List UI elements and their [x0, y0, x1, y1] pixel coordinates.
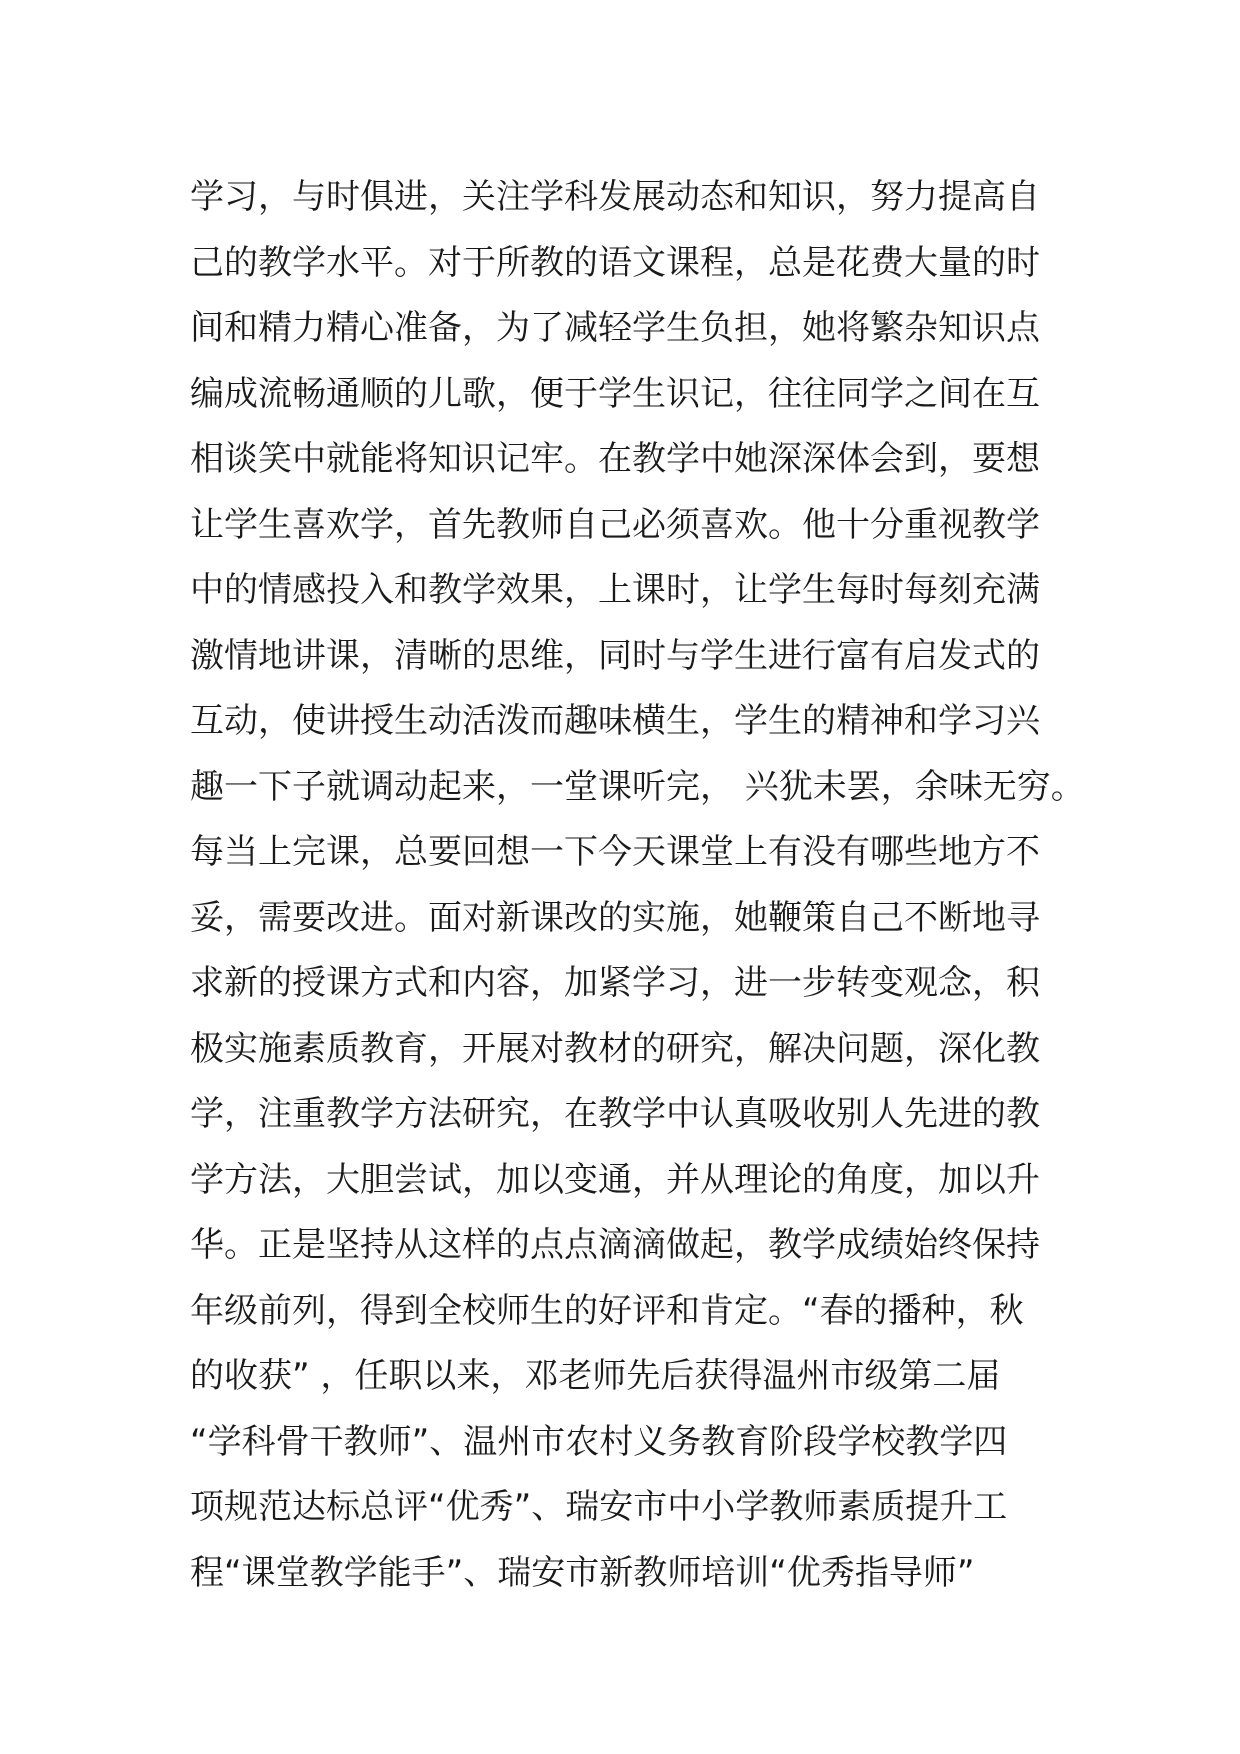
text-line: 程“课堂教学能手”、瑞安市新教师培训“优秀指导师”: [190, 1552, 975, 1593]
text-line: 间和精力精心准备，为了减轻学生负担，她将繁杂知识点: [190, 308, 1040, 348]
text-line: 年级前列，得到全校师生的好评和肯定。“春的播种，秋: [190, 1290, 1024, 1331]
text-line: 趣一下子就调动起来，一堂课听完， 兴犹未罢，余味无穷。: [190, 766, 1085, 807]
text-line: 学习，与时俱进，关注学科发展动态和知识，努力提高自: [190, 177, 1040, 217]
text-line: 中的情感投入和教学效果，上课时，让学生每时每刻充满: [190, 570, 1040, 610]
text-line: 编成流畅通顺的儿歌，便于学生识记，往往同学之间在互: [190, 373, 1040, 414]
text-line: 每当上完课，总要回想一下今天课堂上有没有哪些地方不: [190, 832, 1040, 872]
text-line: 华。正是坚持从这样的点点滴滴做起，教学成绩始终保持: [190, 1225, 1040, 1265]
text-line: 学，注重教学方法研究，在教学中认真吸收别人先进的教: [190, 1094, 1040, 1134]
text-line: 极实施素质教育，开展对教材的研究，解决问题，深化教: [190, 1028, 1040, 1069]
text-line: 的收获” ，任职以来，邓老师先后获得温州市级第二届: [190, 1356, 1001, 1396]
text-line: “学科骨干教师”、温州市农村义务教育阶段学校教学四: [190, 1421, 1008, 1462]
text-line: 妥，需要改进。面对新课改的实施，她鞭策自己不断地寻: [190, 897, 1040, 938]
text-line: 让学生喜欢学，首先教师自己必须喜欢。他十分重视教学: [190, 504, 1040, 545]
text-line: 项规范达标总评“优秀”、瑞安市中小学教师素质提升工: [190, 1487, 1008, 1527]
text-line: 己的教学水平。对于所教的语文课程，总是花费大量的时: [190, 242, 1040, 283]
text-line: 学方法，大胆尝试，加以变通，并从理论的角度，加以升: [190, 1159, 1040, 1200]
text-line: 激情地讲课，清晰的思维，同时与学生进行富有启发式的: [190, 635, 1040, 676]
text-line: 互动，使讲授生动活泼而趣味横生，学生的精神和学习兴: [190, 701, 1040, 741]
text-line: 求新的授课方式和内容，加紧学习，进一步转变观念，积: [190, 963, 1040, 1003]
text-line: 相谈笑中就能将知识记牢。在教学中她深深体会到，要想: [190, 439, 1040, 479]
body-text: [190, 165, 1090, 1606]
